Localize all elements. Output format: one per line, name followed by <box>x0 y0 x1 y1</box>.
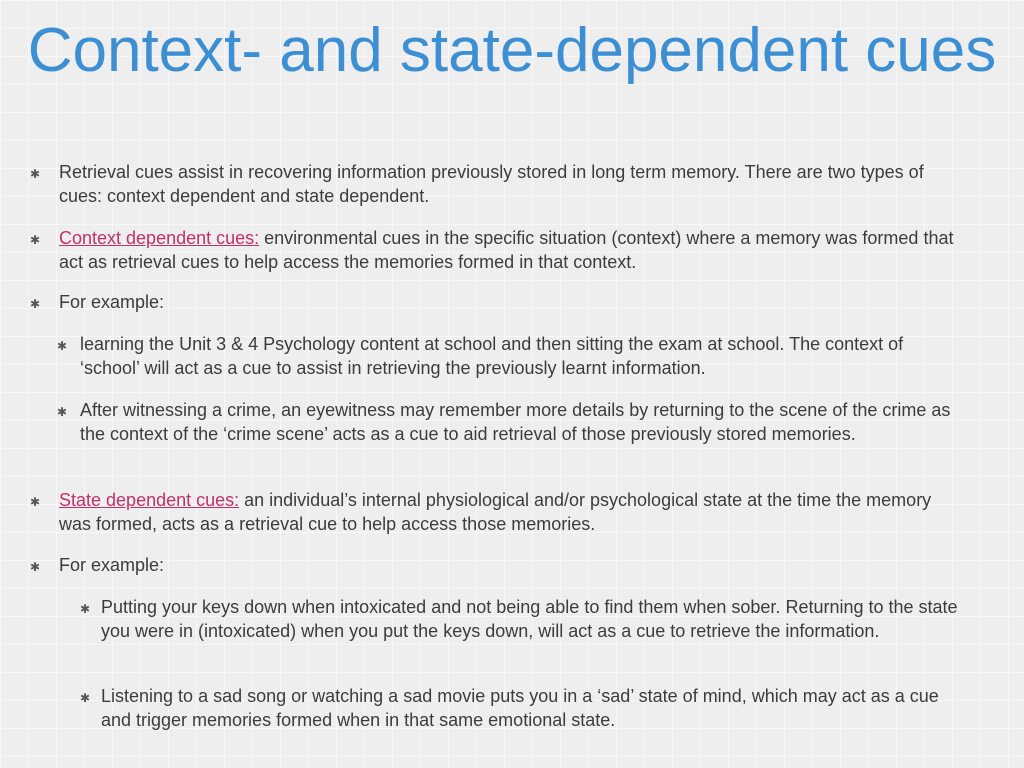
bullet-icon: ✱ <box>57 405 68 419</box>
item-text: Listening to a sad song or watching a sad movie puts you in a ‘sad’ state of mind, which may act as a cue and trigger memories formed when in that same emotional state. <box>101 686 939 730</box>
item-text: For example: <box>59 555 165 575</box>
item-text: environmental cues in the specific situation (context) where a memory was formed that act as retrieval cues to help access the memories formed in that context. <box>59 228 954 272</box>
bullet-icon: ✱ <box>80 602 91 616</box>
item-text: an individual’s internal physiological and/or psychological state at the time the memory was formed, acts as a retrieval cue to help access those memories. <box>59 490 932 534</box>
bullet-icon: ✱ <box>30 233 41 247</box>
list-item <box>59 488 964 536</box>
bullet-icon: ✱ <box>30 560 41 574</box>
bullet-icon: ✱ <box>30 495 41 509</box>
slide-title: Context- and state-dependent cues <box>27 16 997 85</box>
list-item <box>80 332 960 380</box>
term-context-dependent-cues: Context dependent cues: <box>59 228 260 248</box>
item-text: Retrieval cues assist in recovering information previously stored in long term memory. There are two types of cues: context dependent and state dependent. <box>59 162 924 206</box>
bullet-icon: ✱ <box>30 167 41 181</box>
list-item <box>59 553 959 577</box>
item-text: For example: <box>59 292 165 312</box>
list-item <box>80 398 965 446</box>
item-text: Putting your keys down when intoxicated and not being able to find them when sober. Returning to the state you were in (intoxicated) when you put the keys down, will act as a cue to retrieve the information. <box>101 597 958 641</box>
item-text: After witnessing a crime, an eyewitness may remember more details by returning to the scene of the crime as the context of the ‘crime scene’ acts as a cue to aid retrieval of those previously stored memories. <box>80 400 951 444</box>
term-state-dependent-cues: State dependent cues: <box>59 490 240 510</box>
item-text: learning the Unit 3 & 4 Psychology content at school and then sitting the exam at school. The context of ‘school’ will act as a cue to assist in retrieving the previously learnt information. <box>80 334 904 378</box>
list-item <box>59 290 959 314</box>
list-item <box>101 684 961 732</box>
list-item <box>59 160 959 208</box>
list-item <box>59 226 964 274</box>
bullet-icon: ✱ <box>57 339 68 353</box>
bullet-icon: ✱ <box>30 297 41 311</box>
bullet-icon: ✱ <box>80 691 91 705</box>
list-item <box>101 595 961 643</box>
